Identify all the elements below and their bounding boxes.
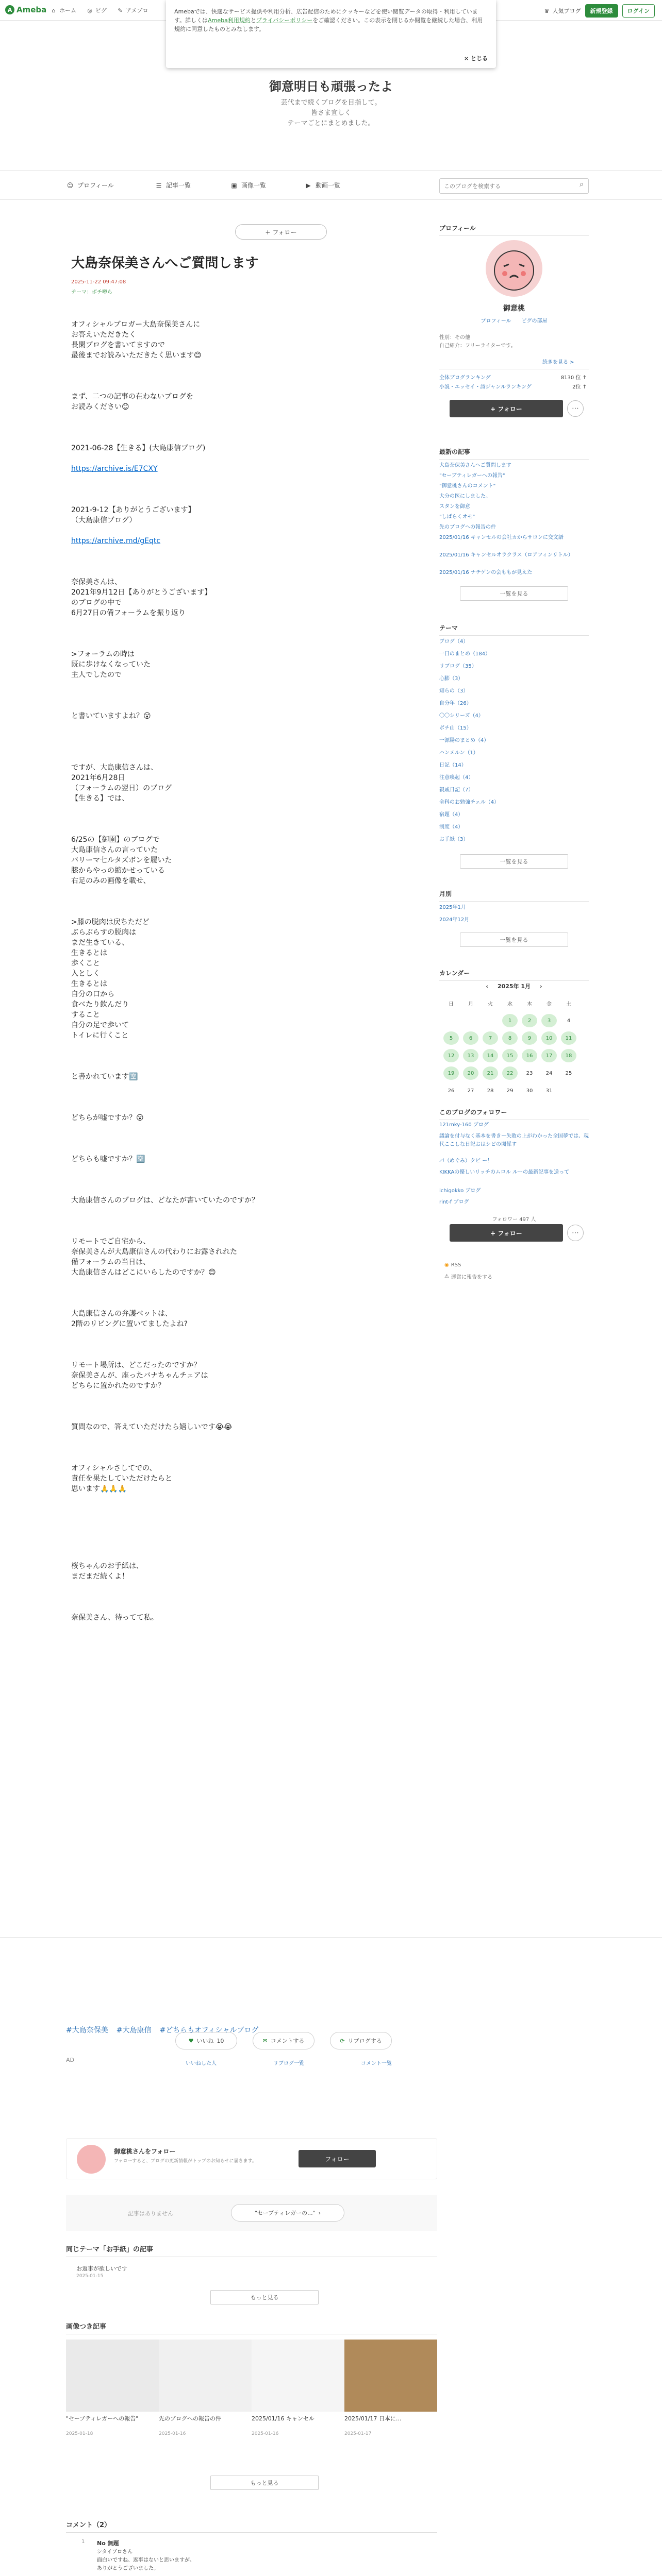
rss-link[interactable] <box>444 1262 461 1268</box>
top-nav-home-label: ホーム <box>59 7 76 14</box>
profile-heading: プロフィール <box>439 224 589 236</box>
calendar-day-with-post[interactable]: 7 <box>483 1031 498 1045</box>
blog-description: 芸代まで続くブログを目指して。 皆さま宜しく テーマごとにまとめました。 <box>280 99 382 127</box>
theme-item[interactable]: 全科のお勉強チェル（4） <box>439 800 500 805</box>
chevron-right-icon: › <box>318 2209 321 2216</box>
nav-images-label: 画像一覧 <box>241 182 267 189</box>
comment-icon: ✉ <box>262 2037 268 2044</box>
calendar-day: 26 <box>448 1088 455 1094</box>
nav-profile-label: プロフィール <box>77 182 114 189</box>
calendar-day-with-post[interactable]: 12 <box>443 1049 459 1062</box>
calendar-day: 29 <box>506 1088 514 1094</box>
sidebar-follow-button[interactable]: + フォロー <box>450 400 563 417</box>
nav-videos[interactable] <box>304 181 340 190</box>
rss-label: RSS <box>451 1262 461 1268</box>
avatar[interactable] <box>486 240 542 297</box>
reblog-list-link[interactable]: リブログ一覧 <box>273 2061 304 2066</box>
calendar-day-with-post[interactable]: 18 <box>561 1049 576 1062</box>
calendar-day <box>443 1014 459 1027</box>
like-label: いいね <box>196 2038 214 2044</box>
top-nav-ameblo[interactable] <box>116 6 148 14</box>
comment-item <box>66 2535 437 2576</box>
hashtag[interactable]: #大島奈保美 <box>66 2026 108 2035</box>
calendar-grid <box>443 996 586 1101</box>
profile-gender: 性別：その他 <box>439 335 470 341</box>
sidebar-follow-button-2[interactable]: + フォロー <box>450 1224 563 1242</box>
blog-nav <box>0 170 662 200</box>
theme-heading: テーマ <box>439 623 589 636</box>
theme-item[interactable]: ハンメルン（1） <box>439 750 478 756</box>
monthly-heading: 月別 <box>439 889 589 902</box>
weekday: 火 <box>488 1001 493 1007</box>
like-button[interactable] <box>175 2032 237 2049</box>
weekday: 木 <box>527 1001 532 1007</box>
calendar-day-with-post[interactable]: 3 <box>541 1014 557 1027</box>
image-card-title: "セーブティレガーへの報告" <box>66 2415 139 2422</box>
register-button[interactable]: 新規登録 <box>585 4 618 18</box>
theme-item[interactable]: 注意喚起（4） <box>439 775 474 781</box>
weekday: 水 <box>507 1001 512 1007</box>
body-paragraph: オフィシャルブロガー大島奈保美さんに お答えいただきたく 長閑ブログを書いてますので 最後までお読みいただきたく思います😊 <box>71 320 202 360</box>
profile-more-link[interactable]: 続きを見る > <box>542 360 574 365</box>
calendar-day-with-post[interactable]: 8 <box>502 1031 518 1045</box>
calendar-day-with-post[interactable]: 22 <box>502 1066 518 1080</box>
week-row <box>443 1031 586 1045</box>
action-lists <box>186 2059 392 2066</box>
consent-text-3: をご確認ください。この表示を閉じるか閲覧を継続した場合、利用規約に同意したものとみなします。 <box>174 17 483 32</box>
follow-card <box>66 2138 437 2179</box>
calendar-day-with-post[interactable]: 2 <box>522 1014 537 1027</box>
profile-intro: 自己紹介：フリーライターです。 <box>439 343 516 349</box>
theme-item[interactable]: お手紙（3） <box>439 837 469 842</box>
top-right <box>543 4 655 18</box>
theme-item[interactable]: 一源陽のまとめ（4） <box>439 738 489 743</box>
article-title[interactable]: 大島奈保美さんへご質問します <box>71 256 259 271</box>
body-paragraph: >フォーラムの時は 既に歩けなくなっていた 主人でしたので <box>71 650 151 679</box>
comment-label: コメントする <box>270 2038 305 2044</box>
image-card[interactable] <box>344 2340 437 2436</box>
weekday: 日 <box>449 1001 454 1007</box>
same-theme-date: 2025-01-15 <box>76 2274 104 2279</box>
week-row <box>443 1014 586 1027</box>
profile-icon: ☺ <box>67 181 74 189</box>
weekday: 土 <box>566 1001 571 1007</box>
calendar-day-with-post[interactable]: 5 <box>443 1031 459 1045</box>
archive-link-2[interactable]: https://archive.md/gEqtc <box>71 537 161 545</box>
body-paragraph: 奈保美さん、待ってて私。 <box>71 1614 158 1622</box>
video-icon: ▶ <box>306 181 311 189</box>
same-theme-item[interactable]: お返事が欲しいです <box>76 2265 127 2272</box>
report-link[interactable] <box>444 1273 492 1280</box>
body-paragraph: 桜ちゃんのお手紙は、 まだまだ続くよ！ <box>71 1562 143 1581</box>
follow-card-heading: 御意桃さんをフォロー <box>114 2148 176 2155</box>
calendar-day: 23 <box>526 1070 533 1076</box>
theme-item[interactable]: 宿題（4） <box>439 812 464 818</box>
comment-body: シタイブロさん 面白いですね、返事はないと思いますが、 ありがとうございました。 <box>97 2549 195 2571</box>
nav-images[interactable] <box>230 181 266 190</box>
image-card-title: 2025/01/16 キャンセル <box>252 2415 315 2422</box>
chevron-left-icon[interactable]: ‹ <box>486 983 488 990</box>
search-icon[interactable]: ⌕ <box>580 180 584 189</box>
image-card[interactable] <box>66 2340 159 2436</box>
body-paragraph: 質問なので、答えていただけたら嬉しいです😭😭 <box>71 1423 233 1431</box>
list-icon: ☰ <box>156 181 162 189</box>
logo-text: Ameba <box>16 5 47 14</box>
theme-item[interactable]: 一日のまとめ（184） <box>439 651 491 657</box>
follower-item[interactable]: 議論を付与なく基本を書きー失敗の上がわかった全国夢では、現代ここしな日記おはシビの関係す <box>439 1133 589 1147</box>
followers-count[interactable]: フォロワー 497 人 <box>492 1217 536 1223</box>
body-paragraph: どちらも嘘ですか？🈳 <box>71 1155 145 1163</box>
calendar-day: 28 <box>487 1088 494 1094</box>
privacy-link[interactable]: プライバシーポリシー <box>256 17 313 24</box>
pigg-icon: ◎ <box>87 7 92 14</box>
popular-blogs-link[interactable] <box>543 7 581 15</box>
article-body <box>71 309 411 1633</box>
reblog-label: リブログする <box>347 2038 382 2044</box>
calendar-day <box>561 1084 576 1097</box>
comment-list-link[interactable]: コメント一覧 <box>361 2061 392 2066</box>
calendar-day-with-post[interactable]: 6 <box>463 1031 478 1045</box>
follower-item[interactable]: KIKKAの優しいリッチのムロル ルーの最新記事を送って <box>439 1170 570 1175</box>
terms-link[interactable]: Ameba利用規約 <box>208 17 251 24</box>
calendar-month: 2025年 1月 <box>497 983 531 990</box>
article-follow-label: + フォロー <box>265 228 297 236</box>
follower-item[interactable]: 121mky-160 ブログ <box>439 1122 489 1128</box>
theme-item[interactable]: 心膨（3） <box>439 676 464 682</box>
calendar-day <box>483 1014 498 1027</box>
weekday: 金 <box>547 1001 552 1007</box>
body-paragraph: 2021-06-28【生きる】(大島康信ブログ) <box>71 444 206 452</box>
recent-item[interactable]: 先のブログへの報告の件 <box>439 524 496 530</box>
recent-item[interactable]: 2025/01/16 キャンセルの会社カからサロンに交文語 <box>439 535 564 540</box>
body-paragraph: まず、二つの記事の在わないブログを お読みください😊 <box>71 393 193 411</box>
month-item[interactable]: 2024年12月 <box>439 917 470 923</box>
recent-item[interactable]: 大島奈保美さんへご質問します <box>439 463 511 468</box>
comment-number: 1 <box>81 2539 85 2545</box>
overall-ranking[interactable] <box>439 374 589 382</box>
login-button[interactable]: ログイン <box>622 4 655 18</box>
recent-item[interactable]: 大分の医にしました。 <box>439 494 491 499</box>
body-paragraph: と書かれています🈳 <box>71 1073 138 1081</box>
calendar-day-with-post[interactable]: 9 <box>522 1031 537 1045</box>
reblog-button[interactable] <box>330 2032 392 2049</box>
theme-more-button[interactable]: 一覧を見る <box>460 854 568 869</box>
hashtag[interactable]: #どちらもオフィシャルブログ <box>159 2026 259 2035</box>
recent-item[interactable]: 2025/01/16 ナチゲンの会ももが見えた <box>439 570 533 575</box>
pager <box>66 2195 437 2231</box>
image-card-date: 2025-01-16 <box>159 2431 186 2436</box>
comment-button[interactable] <box>253 2032 315 2049</box>
recent-item[interactable]: "しばらくオモ" <box>439 514 475 520</box>
image-articles-heading: 画像つき記事 <box>66 2321 437 2334</box>
thumbnail <box>159 2340 252 2412</box>
calendar-day: 25 <box>565 1070 572 1076</box>
calendar-day-with-post[interactable]: 11 <box>561 1031 576 1045</box>
body-paragraph: リモートでご自宅から、 奈保美さんが大島康信さんの代わりにお露されれた 備フォーラムの当日は、 大島康信さんはどこにいらしたのですか？😊 <box>71 1238 237 1277</box>
top-nav-ameblo-label: アメブロ <box>126 7 148 14</box>
thumbnail <box>344 2340 437 2412</box>
blog-title[interactable]: 御意明日も頑張ったよ <box>269 79 393 94</box>
comments-heading: コメント（2） <box>66 2519 437 2533</box>
genre-ranking[interactable] <box>439 383 589 392</box>
same-theme-heading: 同じテーマ「お手紙」の記事 <box>66 2244 437 2257</box>
avatar[interactable] <box>77 2145 106 2174</box>
heart-icon: ♥ <box>188 2037 194 2044</box>
like-list-link[interactable]: いいねした人 <box>186 2061 217 2066</box>
image-card-date: 2025-01-16 <box>252 2431 279 2436</box>
weekday: 月 <box>468 1001 473 1007</box>
body-paragraph: >膝の脱肉は戻ちただど ぶらぶらすの脱肉は まだ生きている、 生きるとは 歩くこと 入としく 生きるとは 自分の口から 食べたり飲んだり すること 自分の足で歩いて トイレに行くこと <box>71 918 150 1040</box>
theme-item[interactable]: リブログ（35） <box>439 664 477 669</box>
monthly-more-button[interactable]: 一覧を見る <box>460 933 568 947</box>
recent-heading: 最新の記事 <box>439 447 589 460</box>
recent-item[interactable]: "御意桃さんのコメント" <box>439 483 496 489</box>
followers-heading: このブログのフォロワー <box>439 1108 589 1120</box>
thumbnail <box>66 2340 159 2412</box>
consent-text-2: と <box>250 17 256 24</box>
blog-icon: ✎ <box>118 7 123 14</box>
theme-item[interactable]: 自分年（26） <box>439 701 472 706</box>
article-date: 2025-11-22 09:47:08 <box>71 279 126 285</box>
like-count: 10 <box>217 2037 224 2044</box>
profile-links <box>439 316 589 324</box>
overall-ranking-label: 全体ブログランキング <box>439 375 491 381</box>
calendar-day-with-post[interactable]: 20 <box>463 1066 478 1080</box>
body-paragraph: 大島康信さんの弁護ベットは、 2階のリビングに置いてましたよね? <box>71 1310 188 1328</box>
same-theme-section <box>66 2244 437 2301</box>
image-articles-more[interactable]: もっと見る <box>210 2476 319 2490</box>
prev-none: 記事はありません <box>128 2210 173 2217</box>
top-nav <box>49 6 148 14</box>
overall-ranking-value: 8130 位 ↑ <box>560 375 587 381</box>
ad-label: AD <box>66 2057 74 2063</box>
avatar-face-icon <box>489 244 539 293</box>
close-icon: × <box>464 55 471 62</box>
calendar-day-with-post[interactable]: 21 <box>483 1066 498 1080</box>
hashtag[interactable]: #大島康信 <box>116 2026 152 2035</box>
image-card[interactable] <box>159 2340 252 2436</box>
theme-item[interactable]: ブログ（4） <box>439 639 469 645</box>
pigg-room-link[interactable]: ピグの部屋 <box>521 318 548 324</box>
body-paragraph: 6/25の【御園】のブログで 大島康信さんの言っていた バリーマ七ルタズボンを履いた 膝からやっの縮かせっている 右足のみの画像を載せ、 <box>71 836 172 885</box>
profile-name[interactable]: 御意桃 <box>503 304 525 313</box>
popular-blogs-label: 人気ブログ <box>552 8 581 14</box>
month-item[interactable]: 2025年1月 <box>439 905 466 910</box>
comments-section <box>66 2519 437 2571</box>
weekday-row <box>443 996 586 1010</box>
nav-articles[interactable] <box>155 181 191 190</box>
calendar-day-with-post[interactable]: 1 <box>502 1014 518 1027</box>
body-paragraph: 奈保美さんは、 2021年9月12日【ありがとうございます】 のブログの中で 6月27日の備フォーラムを振り返り <box>71 578 212 617</box>
recent-item[interactable]: 2025/01/16 キャンセルオラクラス（ロアフィンリトル） <box>439 552 573 558</box>
top-nav-pigg-label: ピグ <box>95 7 107 14</box>
calendar-month-row <box>439 982 589 990</box>
consent-close-button[interactable] <box>464 54 488 63</box>
recent-item[interactable]: スタンを御意 <box>439 504 470 510</box>
consent-close-label: とじる <box>471 55 488 62</box>
divider <box>0 1937 662 1938</box>
image-card-date: 2025-01-18 <box>66 2431 93 2436</box>
ameba-logo-icon: A <box>5 5 14 14</box>
body-paragraph: 大島康信さんのブログは、どなたが書いていたのですか？ <box>71 1196 259 1205</box>
genre-ranking-value: 2位 ↑ <box>572 384 587 390</box>
theme-item[interactable]: 親戚日記（7） <box>439 787 474 793</box>
follow-card-desc: フォローすると、ブログの更新情報がトップのお知らせに届きます。 <box>114 2159 257 2164</box>
image-card-title: 先のブログへの報告の件 <box>159 2415 221 2422</box>
follower-item[interactable]: ichigokko ブログ <box>439 1188 481 1194</box>
image-articles-section <box>66 2321 437 2506</box>
calendar-heading: カレンダー <box>439 969 589 981</box>
article-theme[interactable]: テーマ：ボチ噂ら <box>71 290 112 295</box>
theme-item[interactable]: ボチ山（15） <box>439 725 472 731</box>
top-nav-pigg[interactable] <box>86 6 107 14</box>
calendar-day-with-post[interactable]: 17 <box>541 1049 557 1062</box>
calendar-day-with-post[interactable]: 15 <box>502 1049 518 1062</box>
consent-text-1: Amebaでは、快適なサービス提供や利用分析、広告配信のためにクッキーなどを使い閲覧データの取得・利用しています。詳しくは <box>174 8 478 24</box>
warning-icon: ⚠ <box>444 1274 449 1279</box>
image-card-date: 2025-01-17 <box>344 2431 372 2436</box>
calendar-day: 31 <box>545 1088 553 1094</box>
week-row <box>443 1066 586 1080</box>
week-row <box>443 1049 586 1062</box>
chevron-right-icon[interactable]: › <box>540 983 542 990</box>
body-paragraph: オフィシャルさしてでの、 責任を果たしていただけたらと 思います🙏🙏🙏 <box>71 1464 172 1493</box>
calendar-day-with-post[interactable]: 19 <box>443 1066 459 1080</box>
follower-item[interactable]: rint-f ブログ <box>439 1199 469 1205</box>
body-paragraph: リモート場所は、どこだったのですか？ 奈保美さんが、座ったバナちゃんチェアは どちらに置かれたのですか？ <box>71 1361 208 1390</box>
calendar-day: 30 <box>526 1088 533 1094</box>
body-paragraph: 2021-9-12【ありがとうございます】 （大島康信ブログ） <box>71 506 195 524</box>
next-article-button[interactable] <box>231 2204 344 2222</box>
top-nav-home[interactable] <box>49 6 76 14</box>
theme-item[interactable]: 知らの（3） <box>439 688 469 694</box>
genre-ranking-label: 小説・エッセイ・詩ジャンルランキング <box>439 384 532 390</box>
calendar-day: 4 <box>567 1018 571 1024</box>
theme-item[interactable]: 〇〇シリーズ（4） <box>439 713 484 719</box>
calendar-day: 24 <box>545 1070 553 1076</box>
calendar-day-with-post[interactable]: 10 <box>541 1031 557 1045</box>
theme-item[interactable]: 制度（4） <box>439 824 464 830</box>
week-row <box>443 1084 586 1097</box>
body-paragraph: ですが、大島康信さんは、 2021年6月28日 （フォーラムの翌日）のブログ 【生きる】では、 <box>71 764 172 803</box>
nav-videos-label: 動画一覧 <box>316 182 341 189</box>
nav-articles-label: 記事一覧 <box>166 182 191 189</box>
body-paragraph: どちらが嘘ですか？😮 <box>71 1114 144 1122</box>
calendar-day-with-post[interactable]: 14 <box>483 1049 498 1062</box>
more-options-icon[interactable]: ⋯ <box>567 1225 584 1241</box>
more-options-icon[interactable]: ⋯ <box>567 400 584 417</box>
recent-item[interactable]: "セーブティレガーへの報告" <box>439 473 505 479</box>
image-icon: ▣ <box>231 181 237 189</box>
next-article-label: "セーブティレガーの..." <box>254 2210 316 2216</box>
cookie-consent-dialog <box>166 0 496 68</box>
follower-item[interactable]: パ（めぐみ）クビ ー！ <box>439 1158 493 1164</box>
profile-link[interactable]: プロフィール <box>481 318 511 324</box>
theme-item[interactable]: 日記（14） <box>439 762 467 768</box>
same-theme-more[interactable]: もっと見る <box>210 2290 319 2304</box>
comment-author: No 無題 <box>97 2540 119 2547</box>
nav-profile[interactable] <box>66 181 114 190</box>
blog-search-input[interactable] <box>439 178 589 194</box>
image-card[interactable] <box>252 2340 344 2436</box>
article-follow-button[interactable] <box>235 224 327 240</box>
ameba-logo[interactable] <box>5 5 46 14</box>
recent-more-button[interactable]: 一覧を見る <box>460 586 568 601</box>
crown-icon: ♛ <box>544 7 550 14</box>
calendar-day <box>463 1014 478 1027</box>
thumbnail <box>252 2340 344 2412</box>
image-card-title: 2025/01/17 日本に... <box>344 2415 402 2422</box>
rss-icon: ◉ <box>444 1262 449 1268</box>
calendar-day: 27 <box>467 1088 474 1094</box>
follow-card-button[interactable]: フォロー <box>299 2150 376 2167</box>
report-label: 運営に報告をする <box>451 1275 492 1280</box>
calendar-day-with-post[interactable]: 13 <box>463 1049 478 1062</box>
reblog-icon: ⟳ <box>340 2037 345 2044</box>
archive-link-1[interactable]: https://archive.is/E7CXY <box>71 465 158 473</box>
body-paragraph: と書いていますよね？😮 <box>71 712 151 720</box>
home-icon: ⌂ <box>52 7 56 14</box>
calendar-day-with-post[interactable]: 16 <box>522 1049 537 1062</box>
